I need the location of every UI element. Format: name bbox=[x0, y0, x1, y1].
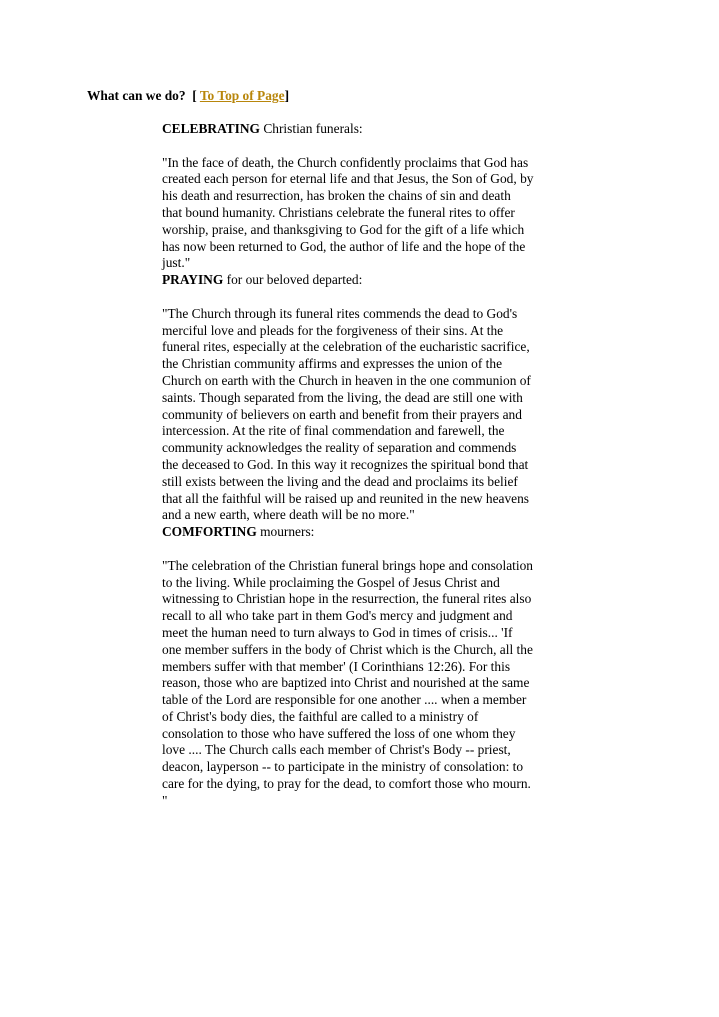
comforting-title bbox=[162, 524, 562, 541]
section-title-bold: COMFORTING bbox=[162, 524, 257, 540]
main-content bbox=[162, 121, 562, 810]
praying-title bbox=[162, 272, 562, 289]
section-title-rest: Christian funerals: bbox=[259, 121, 363, 136]
praying-quote: "The Church through its funeral rites commends the dead to God's merciful love and pleads for the forgiveness of their sins. At the funeral rites, especially at the celebration of the eucharistic sacrifice, the Christian community affirms and expresses the union of the Church on earth with the Church in heaven in the one communion of saints. Though separated from the living, the dead are still one with community of believers on earth and benefit from their prayers and intercession. At the rite of final commendation and farewell, the community acknowledges the reality of separation and commends the deceased to God. In this way it recognizes the spiritual bond that still exists between the living and the dead and proclaims its belief that all the faithful will be raised up and reunited in the new heavens and a new earth, where death will be no more." bbox=[162, 305, 531, 523]
section-title-bold: PRAYING bbox=[162, 272, 224, 288]
section-title-rest: mourners: bbox=[256, 524, 315, 540]
section-heading bbox=[87, 88, 289, 104]
comforting-quote: "The celebration of the Christian funeral brings hope and consolation to the living. While proclaiming the Gospel of Jesus Christ and witnessing to Christian hope in the resurrection, the funeral rites also recall to all who take part in them God's mercy and judgment and meet the human need to turn always to God in times of crisis... 'If one member suffers in the body of Christ which is the Church, all the members suffer with that member' (I Corinthians 12:26). For this reason, those who are baptized into Christ and nourished at the same table of the Lord are responsible for one another .... when a member of Christ's body dies, the faithful are called to a ministry of consolation to those who have suffered the loss of one whom they love .... The Church calls each member of Christ's Body -- priest, deacon, layperson -- to participate in the ministry of consolation: to care for the dying, to pray for the dead, to comfort those who mourn. " bbox=[162, 557, 533, 808]
celebrating-quote: "In the face of death, the Church confidently proclaims that God has created each person for eternal life and that Jesus, the Son of God, by his death and resurrection, has broken the chains of sin and death that bound humanity. Christians celebrate the funeral rites to offer worship, praise, and thanksgiving to God for the gift of a life which has now been returned to God, the author of life and the hope of the just." bbox=[162, 154, 534, 271]
section-title-rest: for our beloved departed: bbox=[223, 272, 363, 288]
celebrating-title bbox=[162, 121, 562, 138]
bracket-close: ] bbox=[284, 88, 290, 103]
bracket-open: [ bbox=[192, 88, 197, 103]
to-top-link[interactable]: To Top of Page bbox=[199, 88, 285, 103]
heading-text: What can we do? bbox=[87, 88, 186, 103]
section-title-bold: CELEBRATING bbox=[162, 121, 260, 136]
